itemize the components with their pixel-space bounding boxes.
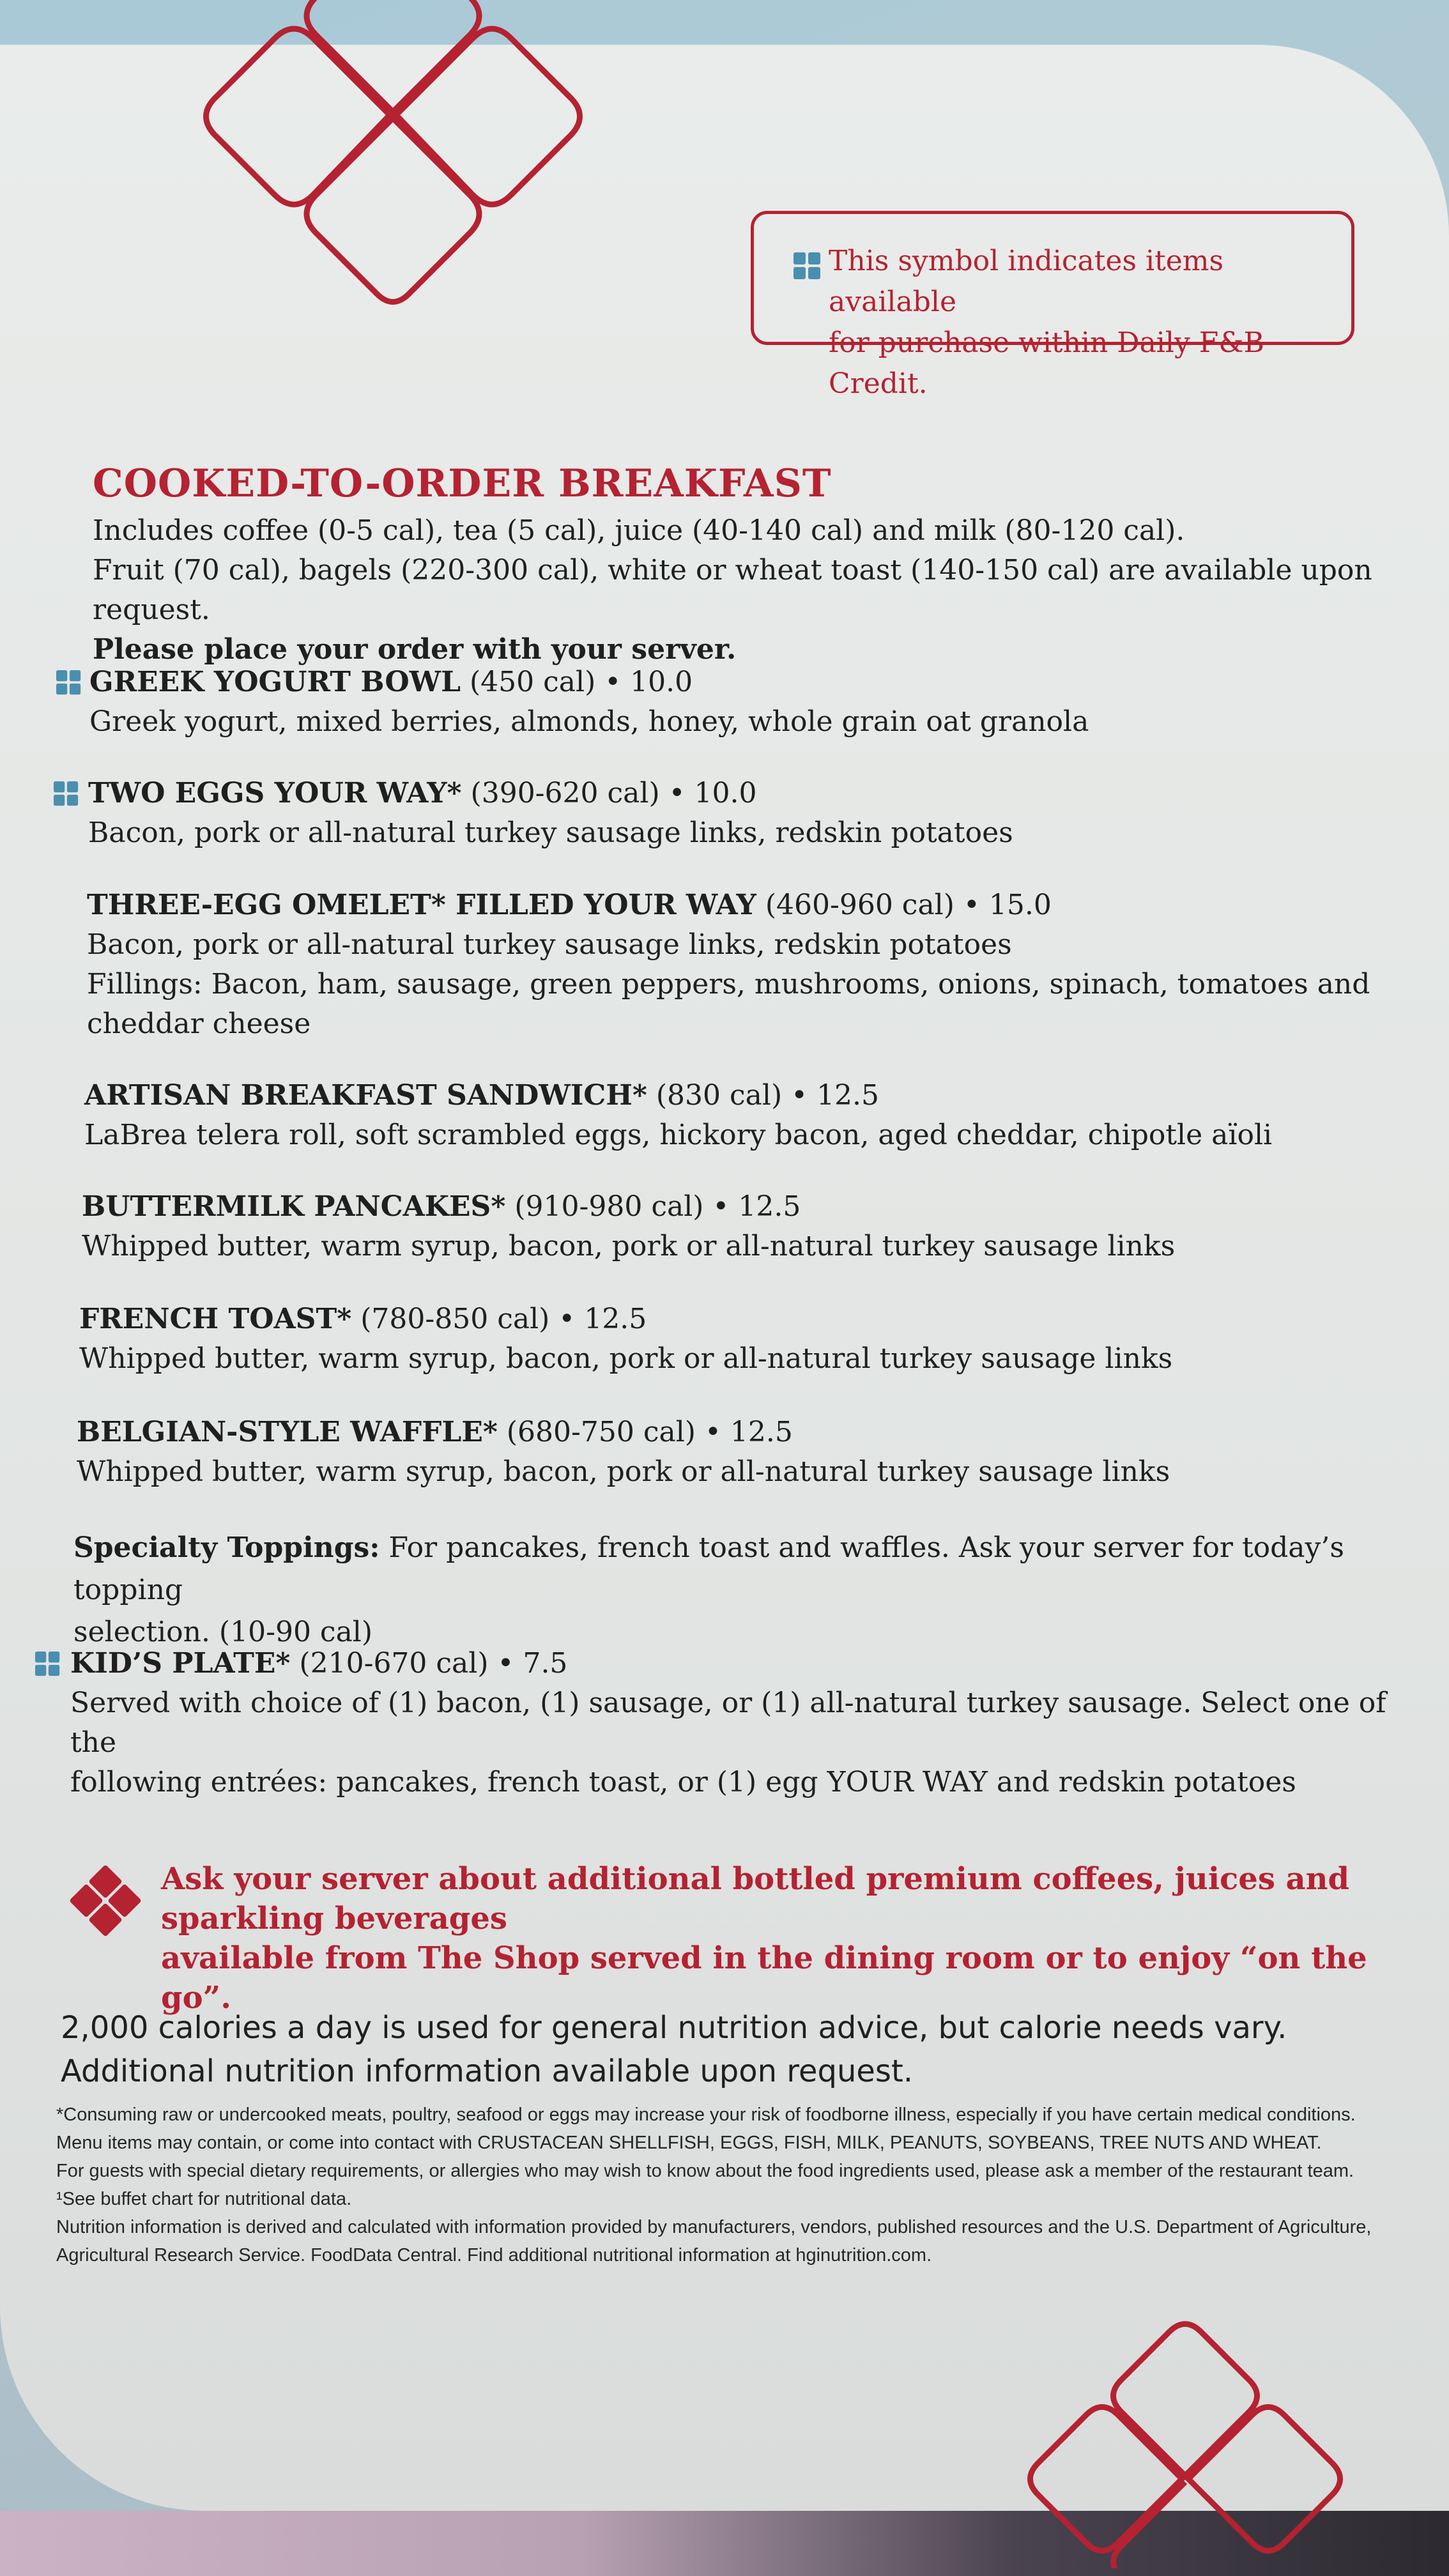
nutrition-line-1: 2,000 calories a day is used for general nutrition advice, but calorie needs vary. <box>61 2010 1287 2046</box>
item-description: Greek yogurt, mixed berries, almonds, honey, whole grain oat granola <box>89 705 1089 738</box>
fine-print-line: Menu items may contain, or come into contact with CRUSTACEAN SHELLFISH, EGGS, FISH, MILK, PEANUTS, SOYBEANS, TREE NUTS AND WHEAT. <box>56 2133 1322 2153</box>
fine-print-line: *Consuming raw or undercooked meats, poultry, seafood or eggs may increase your risk of foodborne illness, especially if you have certain medical conditions. <box>56 2104 1356 2125</box>
legend-line-1: This symbol indicates items available <box>829 245 1224 318</box>
item-calories-price: (450 cal) • 10.0 <box>461 666 693 698</box>
item-name: THREE-EGG OMELET* FILLED YOUR WAY <box>87 889 756 921</box>
fine-print <box>56 2101 1411 2269</box>
item-calories-price: (680-750 cal) • 12.5 <box>497 1416 793 1448</box>
item-name: KID’S PLATE* <box>70 1647 291 1680</box>
fine-print-line: Agricultural Research Service. FoodData Central. Find additional nutritional information at hginutrition.com. <box>56 2245 932 2266</box>
credit-symbol-icon <box>35 1652 61 1677</box>
toppings-text-cont: selection. (10-90 cal) <box>73 1616 373 1648</box>
section-intro <box>93 511 1402 670</box>
item-description: Whipped butter, warm syrup, bacon, pork or all-natural turkey sausage links <box>77 1455 1170 1488</box>
credit-symbol-icon <box>793 252 822 280</box>
item-calories-price: (210-670 cal) • 7.5 <box>290 1647 568 1680</box>
menu-item-artisan-breakfast-sandwich <box>84 1076 1400 1155</box>
item-name: BELGIAN-STYLE WAFFLE* <box>77 1416 498 1448</box>
item-name: GREEK YOGURT BOWL <box>89 666 461 698</box>
item-calories-price: (910-980 cal) • 12.5 <box>505 1190 801 1223</box>
menu-item-buttermilk-pancakes <box>82 1187 1398 1266</box>
menu-item-kids-plate <box>70 1644 1406 1802</box>
toppings-label: Specialty Toppings: <box>73 1531 380 1564</box>
legend-line-2: for purchase within Daily F&B Credit. <box>829 326 1264 400</box>
item-name: TWO EGGS YOUR WAY* <box>88 777 462 809</box>
section-title: COOKED-TO-ORDER BREAKFAST <box>93 461 832 506</box>
item-calories-price: (390-620 cal) • 10.0 <box>461 777 757 809</box>
item-fillings: Fillings: Bacon, ham, sausage, green peppers, mushrooms, onions, spinach, tomatoes and <box>87 968 1370 1000</box>
menu-item-three-egg-omelet <box>87 885 1403 1044</box>
promo-line-1: Ask your server about additional bottled premium coffees, juices and sparkling beverages <box>161 1861 1350 1936</box>
item-name: FRENCH TOAST* <box>79 1303 352 1335</box>
brand-logo-ornament-bottom <box>997 2300 1406 2568</box>
menu-item-french-toast <box>79 1300 1395 1379</box>
promo-line-2: available from The Shop served in the dining room or to enjoy “on the go”. <box>161 1940 1367 2016</box>
intro-line-1: Includes coffee (0-5 cal), tea (5 cal), juice (40-140 cal) and milk (80-120 cal). <box>93 514 1185 547</box>
credit-legend-box <box>751 211 1354 400</box>
item-description: Bacon, pork or all-natural turkey sausage links, redskin potatoes <box>87 928 1012 961</box>
item-fillings-cont: cheddar cheese <box>87 1008 311 1040</box>
item-calories-price: (830 cal) • 12.5 <box>647 1079 880 1112</box>
item-description-cont: following entrées: pancakes, french toast, or (1) egg YOUR WAY and redskin potatoes <box>70 1766 1296 1798</box>
item-description: Bacon, pork or all-natural turkey sausage links, redskin potatoes <box>88 816 1013 849</box>
fine-print-line: For guests with special dietary requirements, or allergies who may wish to know about the food ingredients used, please ask a member of the restaurant team. <box>56 2161 1354 2181</box>
intro-line-2: Fruit (70 cal), bagels (220-300 cal), white or wheat toast (140-150 cal) are available upon request. <box>93 554 1372 626</box>
fine-print-line: Nutrition information is derived and calculated with information provided by manufacturers, vendors, published resources and the U.S. Department of Agriculture, <box>56 2217 1372 2237</box>
item-description: Whipped butter, warm syrup, bacon, pork or all-natural turkey sausage links <box>79 1342 1173 1375</box>
credit-symbol-icon <box>56 670 82 696</box>
brand-logo-ornament <box>121 0 696 396</box>
menu-item-greek-yogurt-bowl <box>89 663 1399 742</box>
item-calories-price: (460-960 cal) • 15.0 <box>756 889 1052 921</box>
promo-message <box>161 1859 1413 2018</box>
item-name: BUTTERMILK PANCAKES* <box>82 1190 506 1223</box>
intro-line-3: Please place your order with your server. <box>93 633 737 666</box>
legend-text <box>829 241 1340 404</box>
item-description: Served with choice of (1) bacon, (1) sausage, or (1) all-natural turkey sausage. Select one of the <box>70 1687 1386 1759</box>
toppings-text: For pancakes, french toast and waffles. Ask your server for today’s topping <box>73 1531 1344 1606</box>
item-description: LaBrea telera roll, soft scrambled eggs, hickory bacon, aged cheddar, chipotle aïoli <box>84 1119 1273 1151</box>
item-description: Whipped butter, warm syrup, bacon, pork or all-natural turkey sausage links <box>82 1230 1176 1262</box>
item-calories-price: (780-850 cal) • 12.5 <box>351 1303 647 1335</box>
menu-item-belgian-style-waffle <box>77 1413 1393 1492</box>
credit-symbol-icon <box>54 781 79 807</box>
nutrition-line-2: Additional nutrition information available upon request. <box>61 2053 914 2089</box>
menu-item-two-eggs-your-way <box>88 774 1398 853</box>
nutrition-statement <box>61 2006 1338 2093</box>
specialty-toppings <box>73 1527 1358 1653</box>
fine-print-line: ¹See buffet chart for nutritional data. <box>56 2189 352 2209</box>
item-name: ARTISAN BREAKFAST SANDWICH* <box>84 1079 647 1112</box>
red-diamond-cluster-icon <box>64 1866 147 1949</box>
